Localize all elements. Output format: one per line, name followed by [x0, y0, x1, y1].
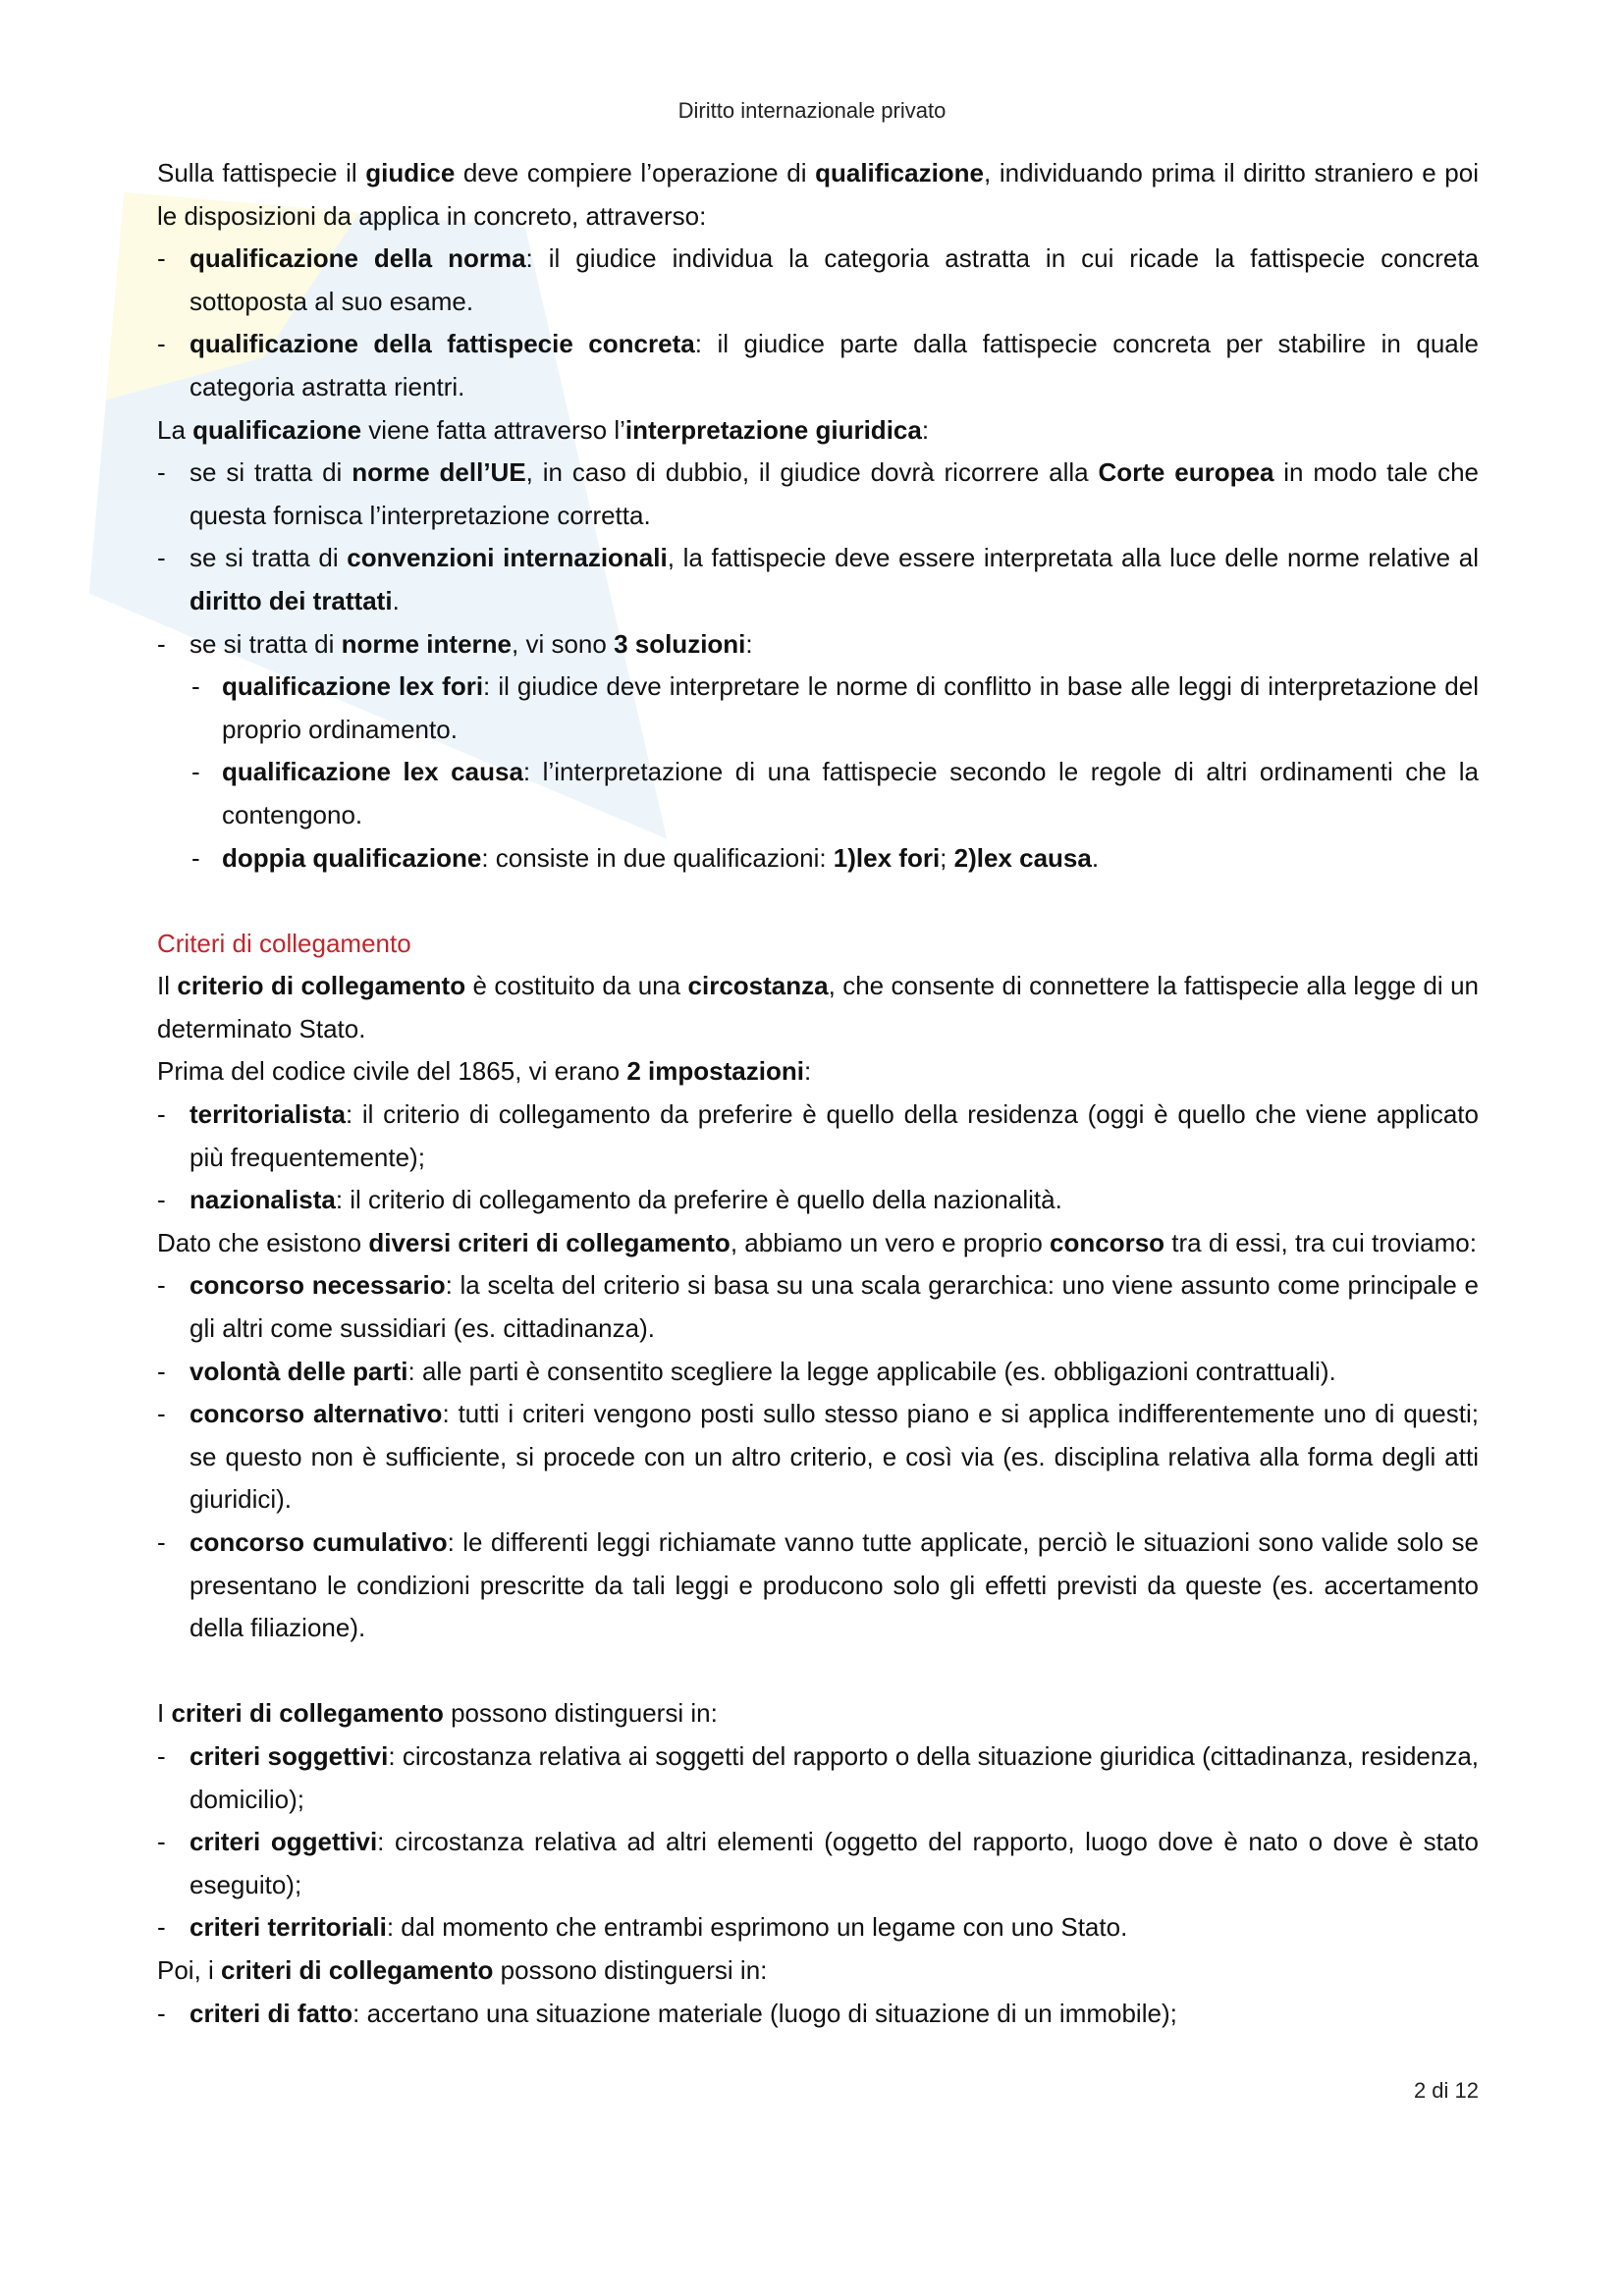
bullet-dash: -: [157, 1185, 166, 1215]
text: è costituito da una: [465, 971, 688, 1001]
text: : circostanza relativa ai soggetti del rapporto o della situazione giuridica (cittadinanza, residenza, domicilio);: [189, 1740, 1480, 1814]
text: Dato che esistono: [157, 1227, 369, 1257]
bold-text: qualificazione della norma: [189, 243, 526, 274]
text: : tutti i criteri vengono posti sullo stesso piano e si applica indifferentemente uno di questi; se questo non è sufficiente, si procede con un altro criterio, e così via (es. disciplina relativa alla forma degli atti giuridici).: [189, 1399, 1479, 1515]
bold-text: concorso: [1050, 1227, 1165, 1257]
spacer: [157, 1650, 1479, 1693]
bullet-dash: -: [157, 628, 166, 659]
bold-text: qualificazione: [192, 414, 362, 445]
bullet-dash: -: [157, 1998, 166, 2028]
bold-text: convenzioni internazionali: [347, 543, 668, 573]
text: .: [1091, 842, 1100, 873]
list-item: [157, 1351, 1479, 1394]
text: : l’interpretazione di una fattispecie secondo le regole di altri ordinamenti che la contengono.: [222, 757, 1479, 829]
text: , individuando prima il diritto straniero e poi le disposizioni da applica in concreto, attraverso:: [157, 158, 1479, 231]
text: : il giudice parte dalla fattispecie concreta per stabilire in quale categoria astratta rientri.: [189, 329, 1480, 401]
bold-text: criteri di fatto: [189, 1998, 353, 2028]
text: Sulla fattispecie il: [157, 158, 366, 187]
list-item: [157, 238, 1479, 323]
list-item: [157, 323, 1479, 408]
text: : il criterio di collegamento da preferire è quello della nazionalità.: [335, 1185, 1062, 1215]
text: , la fattispecie deve essere interpretata alla luce delle norme relative al: [667, 543, 1479, 573]
bold-text: diversi criteri di collegamento: [368, 1227, 731, 1257]
text: Poi, i: [157, 1954, 222, 1985]
text: , che consente di connettere la fattispecie alla legge di un determinato Stato.: [157, 971, 1480, 1043]
bold-text: qualificazione lex fori: [222, 671, 484, 702]
bold-text: qualificazione: [815, 158, 985, 187]
text: viene fatta attraverso l’: [361, 414, 625, 445]
list-item: [157, 623, 1479, 667]
bullet-dash: -: [157, 1399, 166, 1429]
bullet-dash: -: [191, 671, 200, 702]
bold-text: norme dell’UE: [352, 457, 526, 488]
bullet-dash: -: [157, 543, 166, 573]
paragraph: [157, 1050, 1479, 1094]
text: se si tratta di: [189, 543, 348, 573]
bullet-dash: -: [157, 243, 166, 274]
bold-text: Corte europea: [1098, 457, 1274, 488]
bold-text: criteri oggettivi: [189, 1827, 378, 1857]
paragraph: [157, 1692, 1479, 1735]
bullet-dash: -: [157, 1099, 166, 1130]
list-item: [157, 666, 1479, 751]
bold-text: volontà delle parti: [189, 1356, 408, 1386]
bold-text: diritto dei trattati: [189, 585, 393, 615]
spacer: [157, 880, 1479, 923]
text: : la scelta del criterio si basa su una scala gerarchica: uno viene assunto come principale e gli altri come sussidiari (es. cittadinanza).: [189, 1270, 1479, 1344]
bold-text: 3 soluzioni: [614, 628, 746, 659]
text: :: [745, 628, 753, 659]
bullet-dash: -: [191, 757, 200, 787]
bold-text: 2 impostazioni: [626, 1056, 804, 1087]
list-item: [157, 1179, 1479, 1222]
list-item: [157, 537, 1479, 622]
bold-text: criterio di collegamento: [177, 971, 466, 1001]
list-item: [157, 1906, 1479, 1949]
text: : circostanza relativa ad altri elementi (oggetto del rapporto, luogo dove è nato o dove è stato eseguito);: [189, 1827, 1479, 1899]
paragraph: [157, 1222, 1479, 1265]
text: : il giudice deve interpretare le norme di conflitto in base alle leggi di interpretazione del proprio ordinamento.: [222, 671, 1479, 744]
bold-text: criteri di collegamento: [221, 1954, 494, 1985]
paragraph: [157, 1949, 1479, 1993]
bold-text: norme interne: [341, 628, 512, 659]
text: , abbiamo un vero e proprio: [730, 1227, 1051, 1257]
list-item: [157, 1094, 1479, 1179]
bullet-dash: -: [157, 1740, 166, 1771]
bullet-dash: -: [157, 1527, 166, 1557]
list-item: [157, 837, 1479, 881]
paragraph: [157, 409, 1479, 453]
bold-text: 2)lex causa: [953, 842, 1092, 873]
bold-text: concorso cumulativo: [189, 1527, 448, 1557]
list-item: [157, 1735, 1479, 1821]
section-heading: [157, 923, 1479, 966]
bullet-dash: -: [157, 1827, 166, 1857]
bold-text: qualificazione lex causa: [222, 757, 523, 787]
bold-text: concorso alternativo: [189, 1399, 443, 1429]
text: ;: [940, 842, 954, 873]
text: :: [803, 1056, 812, 1087]
bold-text: interpretazione giuridica: [624, 414, 922, 445]
bold-text: 1)lex fori: [833, 842, 941, 873]
text: possono distinguersi in:: [443, 1698, 718, 1729]
text: : il criterio di collegamento da preferire è quello della residenza (oggi è quello che viene applicato più frequentemente);: [189, 1099, 1479, 1172]
text: La: [157, 414, 193, 445]
bold-text: circostanza: [687, 971, 829, 1001]
text: Criteri di collegamento: [157, 928, 411, 958]
list-item: [157, 1993, 1479, 2036]
list-item: [157, 751, 1479, 836]
text: in modo tale che questa fornisca l’interpretazione corretta.: [189, 457, 1479, 530]
list-item: [157, 1821, 1479, 1906]
list-item: [157, 1393, 1479, 1522]
page-header: Diritto internazionale privato: [677, 98, 947, 123]
bold-text: criteri territoriali: [189, 1912, 387, 1943]
bullet-dash: -: [157, 329, 166, 359]
text: possono distinguersi in:: [493, 1954, 768, 1985]
bold-text: territorialista: [189, 1099, 346, 1130]
bold-text: criteri soggettivi: [189, 1740, 389, 1771]
text: : accertano una situazione materiale (luogo di situazione di un immobile);: [352, 1998, 1177, 2028]
text: :: [921, 414, 930, 445]
text: deve compiere l’operazione di: [455, 158, 816, 187]
text: Il: [157, 971, 178, 1001]
text: , in caso di dubbio, il giudice dovrà ricorrere alla: [525, 457, 1099, 488]
bold-text: nazionalista: [189, 1185, 336, 1215]
paragraph: [157, 152, 1479, 238]
list-item: [157, 1522, 1479, 1650]
text: : consiste in due qualificazioni:: [481, 842, 834, 873]
list-item: [157, 1264, 1479, 1350]
page-number: 2 di 12: [1413, 2078, 1479, 2104]
bullet-dash: -: [157, 1270, 166, 1301]
bullet-dash: -: [157, 1356, 166, 1386]
bold-text: concorso necessario: [189, 1270, 446, 1301]
text: : le differenti leggi richiamate vanno tutte applicate, perciò le situazioni sono valide solo se presentano le condizioni prescritte da tali leggi e producono solo gli effetti previsti da queste (es. accertamento della filiazione).: [189, 1527, 1480, 1643]
text: tra di essi, tra cui troviamo:: [1164, 1227, 1477, 1257]
text: : il giudice individua la categoria astratta in cui ricade la fattispecie concreta sottoposta al suo esame.: [189, 243, 1479, 316]
text: , vi sono: [512, 628, 615, 659]
bold-text: doppia qualificazione: [222, 842, 482, 873]
bold-text: criteri di collegamento: [171, 1698, 444, 1729]
text: .: [392, 585, 400, 615]
text: : dal momento che entrambi esprimono un legame con uno Stato.: [386, 1912, 1128, 1943]
bullet-dash: -: [157, 1912, 166, 1943]
text: Prima del codice civile del 1865, vi erano: [157, 1056, 627, 1087]
bullet-dash: -: [191, 842, 200, 873]
text: : alle parti è consentito scegliere la legge applicabile (es. obbligazioni contrattuali).: [407, 1356, 1336, 1386]
text: se si tratta di: [189, 457, 352, 488]
text: I: [157, 1698, 172, 1729]
bold-text: qualificazione della fattispecie concreta: [189, 329, 695, 359]
text: se si tratta di: [189, 628, 342, 659]
bullet-dash: -: [157, 457, 166, 488]
bold-text: giudice: [365, 158, 456, 187]
paragraph: [157, 965, 1479, 1050]
list-item: [157, 452, 1479, 537]
document-body: [157, 152, 1479, 2035]
